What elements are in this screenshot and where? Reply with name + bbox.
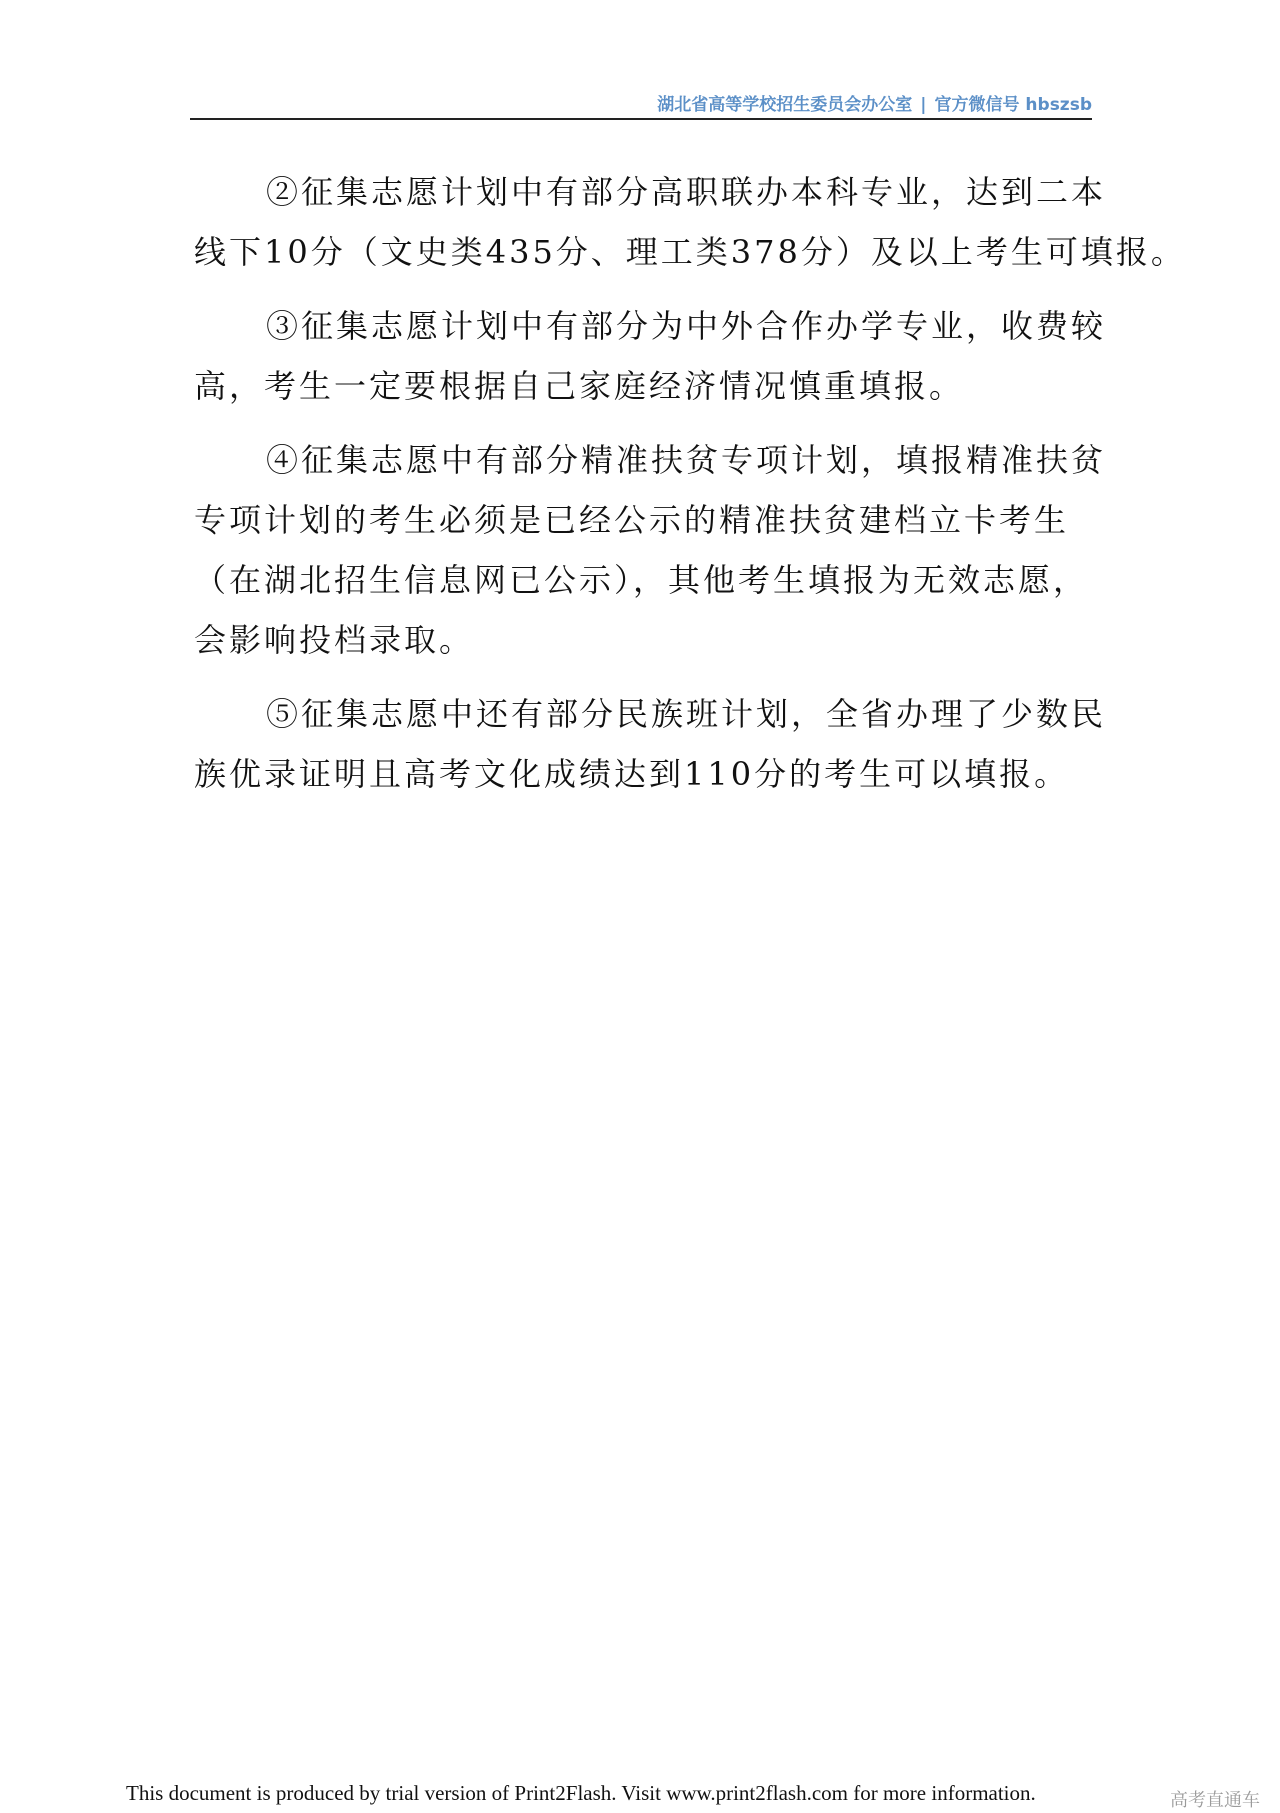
paragraph-5 [194, 684, 1107, 804]
paragraph-line: ⑤征集志愿中还有部分民族班计划，全省办理了少数民 [266, 695, 1107, 733]
document-body [194, 162, 1186, 818]
paragraph-line: 线下10分（文史类435分、理工类378分）及以上考生可填报。 [194, 233, 1186, 271]
header-separator: | [920, 95, 927, 115]
paragraph-2 [194, 162, 1186, 282]
paragraph-line: 高，考生一定要根据自己家庭经济情况慎重填报。 [194, 367, 965, 405]
paragraph-3 [194, 296, 1107, 416]
paragraph-line: 专项计划的考生必须是已经公示的精准扶贫建档立卡考生 [194, 501, 1070, 539]
header-office: 湖北省高等学校招生委员会办公室 [657, 95, 913, 115]
header-text [657, 90, 1092, 115]
page-header [190, 88, 1092, 120]
watermark-logo-text: 高考直通车 [1170, 1790, 1260, 1811]
header-wechat: 官方微信号 hbszsb [934, 95, 1092, 115]
paragraph-4 [194, 430, 1107, 670]
paragraph-line: 会影响投档录取。 [194, 621, 475, 659]
paragraph-line: 族优录证明且高考文化成绩达到110分的考生可以填报。 [194, 755, 1070, 793]
trial-version-notice: This document is produced by trial version of Print2Flash. Visit www.print2flash.com for more information. [126, 1781, 1036, 1805]
paragraph-line: ④征集志愿中有部分精准扶贫专项计划，填报精准扶贫 [266, 441, 1107, 479]
paragraph-line: ②征集志愿计划中有部分高职联办本科专业，达到二本 [266, 173, 1107, 211]
paragraph-line: ③征集志愿计划中有部分为中外合作办学专业，收费较 [266, 307, 1107, 345]
paragraph-line: （在湖北招生信息网已公示），其他考生填报为无效志愿， [194, 561, 1089, 599]
